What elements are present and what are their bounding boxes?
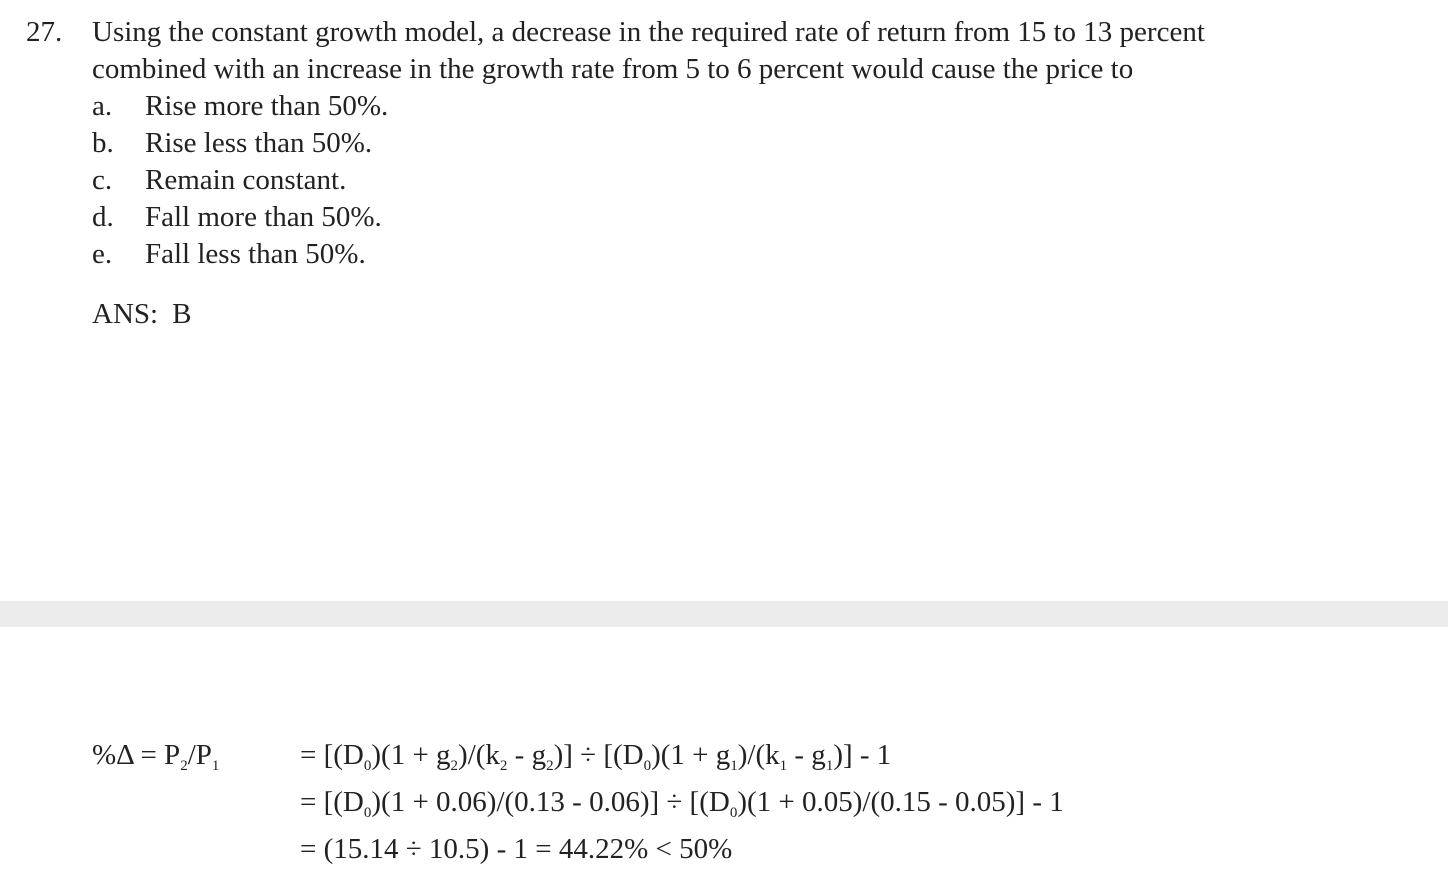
formula-text: )] ÷ [(D [553, 739, 644, 771]
option-b [92, 125, 388, 162]
subscript: 1 [825, 758, 834, 774]
subscript: 1 [779, 758, 788, 774]
formula-text: )] - 1 [833, 739, 892, 771]
option-e [92, 236, 388, 273]
question-stem [92, 14, 1422, 88]
subscript: 0 [363, 758, 372, 774]
option-letter: d. [92, 201, 114, 233]
option-letter: c. [92, 164, 113, 196]
subscript: 2 [546, 758, 554, 774]
option-letter: e. [92, 238, 113, 270]
formula-text: )(1 + g [371, 739, 451, 771]
option-d [92, 199, 388, 236]
option-c [92, 162, 388, 199]
answer-value: B [172, 298, 192, 330]
formula-text: )/(k [737, 739, 780, 771]
formula-row-3: = (15.14 ÷ 10.5) - 1 = 44.22% < 50% [300, 833, 733, 865]
option-text: Rise more than 50%. [145, 90, 389, 122]
formula-text: = [(D [300, 786, 364, 818]
subscript: 0 [363, 805, 372, 821]
answer-options [92, 88, 388, 273]
option-text: Rise less than 50%. [145, 127, 373, 159]
option-text: Fall more than 50%. [145, 201, 382, 233]
subscript: 1 [730, 758, 738, 774]
subscript: 2 [180, 758, 188, 774]
subscript: 0 [643, 758, 652, 774]
formula-text: - g [787, 739, 826, 771]
subscript: 2 [450, 758, 459, 774]
subscript: 0 [729, 805, 738, 821]
formula-text: )(1 + 0.05)/(0.15 - 0.05)] - 1 [737, 786, 1064, 818]
formula-text: = [(D [300, 739, 364, 771]
question-number: 27. [26, 16, 63, 48]
option-text: Remain constant. [145, 164, 347, 196]
question-stem-line-2: combined with an increase in the growth rate from 5 to 6 percent would cause the price to [92, 53, 1134, 85]
formula-row-1 [300, 736, 891, 782]
answer-label: ANS: [92, 298, 159, 330]
formula-text: %Δ = P [92, 739, 181, 771]
formula-lhs [92, 736, 219, 774]
formula-text: )/(k [458, 739, 500, 771]
subscript: 2 [499, 758, 508, 774]
subscript: 1 [211, 758, 220, 774]
section-divider [0, 601, 1448, 627]
formula-text: )(1 + g [651, 739, 731, 771]
option-text: Fall less than 50%. [145, 238, 366, 270]
formula-text: )(1 + 0.06)/(0.13 - 0.06)] ÷ [(D [371, 786, 730, 818]
option-letter: a. [92, 90, 113, 122]
formula-row-2 [300, 783, 1064, 829]
formula-text: - g [507, 739, 547, 771]
question-stem-line-1: Using the constant growth model, a decrease in the required rate of return from 15 to 13 percent [92, 16, 1205, 48]
answer-key [92, 296, 191, 333]
option-a [92, 88, 388, 125]
option-letter: b. [92, 127, 114, 159]
formula-text: /P [187, 739, 212, 771]
